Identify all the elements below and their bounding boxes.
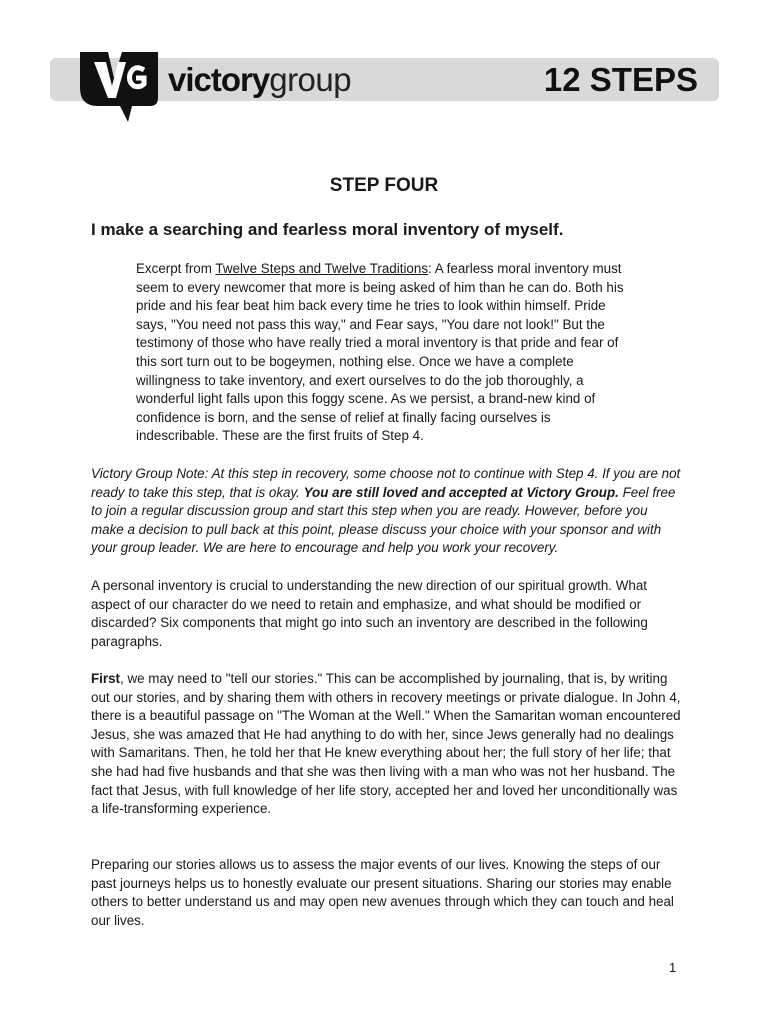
excerpt-text: : A fearless moral inventory must seem to every newcomer that more is being asked of him than he can do. Both his pride and his fear beat him back every time he tries to look within himself. Pride says, "You need not pass this way," and Fear says, "You dare not look!" But the testimony of those who have really tried a moral inventory is that pride and fear of this sort turn out to be bogeymen, nothing else. Once we have a complete willingness to take inventory, and exert ourselves to do the job thoroughly, a wonderful light falls upon this foggy scene. As we persist, a brand-new kind of confidence is born, and the sense of relief at finally facing ourselves is indescribable. These are the first fruits of Step 4. [136,261,624,444]
first-component-text: , we may need to "tell our stories." This can be accomplished by journaling, that is, by writing out our stories, and by sharing them with others in recovery meetings or private dialogue. In John 4, there is a beautiful passage on "The Woman at the Well." When the Samaritan woman encountered Jesus, she was amazed that He had anything to do with her, since Jews generally had no dealings with Samaritans. Then, he told her that He knew everything about her; the full story of her life; that she had had five husbands and that she was then living with a man who was not her husband. The fact that Jesus, with full knowledge of her life story, accepted her and loved her unconditionally was a life-transforming experience. [91,671,681,817]
brand-wordmark-bold: victory [168,61,270,98]
excerpt-paragraph [136,260,636,446]
victory-group-note [91,465,683,558]
note-text-part2: Feel free to join a regular discussion group and start this step when you are ready. However, before you make a decision to pull back at this point, please discuss your choice with your sponsor and with your group leader. We are here to encourage and help you work your recovery. [91,484,676,556]
victory-group-logo [78,48,160,124]
note-emphasis: You are still loved and accepted at Victory Group. [303,484,619,500]
stories-paragraph: Preparing our stories allows us to assess the major events of our lives. Knowing the steps of our past journeys helps us to honestly evaluate our present situations. Sharing our stories may enable others to better understand us and may open new avenues through which they can touch and heal our lives. [91,857,674,928]
excerpt-lead: Excerpt from [136,261,216,276]
first-component-lead: First [91,671,121,686]
excerpt-source-title: Twelve Steps and Twelve Traditions [215,261,429,276]
note-text-part1: Victory Group Note: At this step in recovery, some choose not to continue with Step 4. If you are not ready to take this step, that is okay. [91,466,681,500]
first-component-paragraph [91,670,683,819]
brand-wordmark-light: group [269,61,352,98]
page-title: 12 STEPS [543,61,698,98]
inventory-intro-paragraph: A personal inventory is crucial to understanding the new direction of our spiritual growth. What aspect of our character do we need to retain and emphasize, and what should be modified or discarded? Six components that might go into such an inventory are described in the following paragraphs. [91,578,648,649]
page-number: 1 [669,960,677,975]
step-statement: I make a searching and fearless moral inventory of myself. [91,220,564,239]
step-heading: STEP FOUR [329,175,439,196]
brand-wordmark [168,60,351,100]
